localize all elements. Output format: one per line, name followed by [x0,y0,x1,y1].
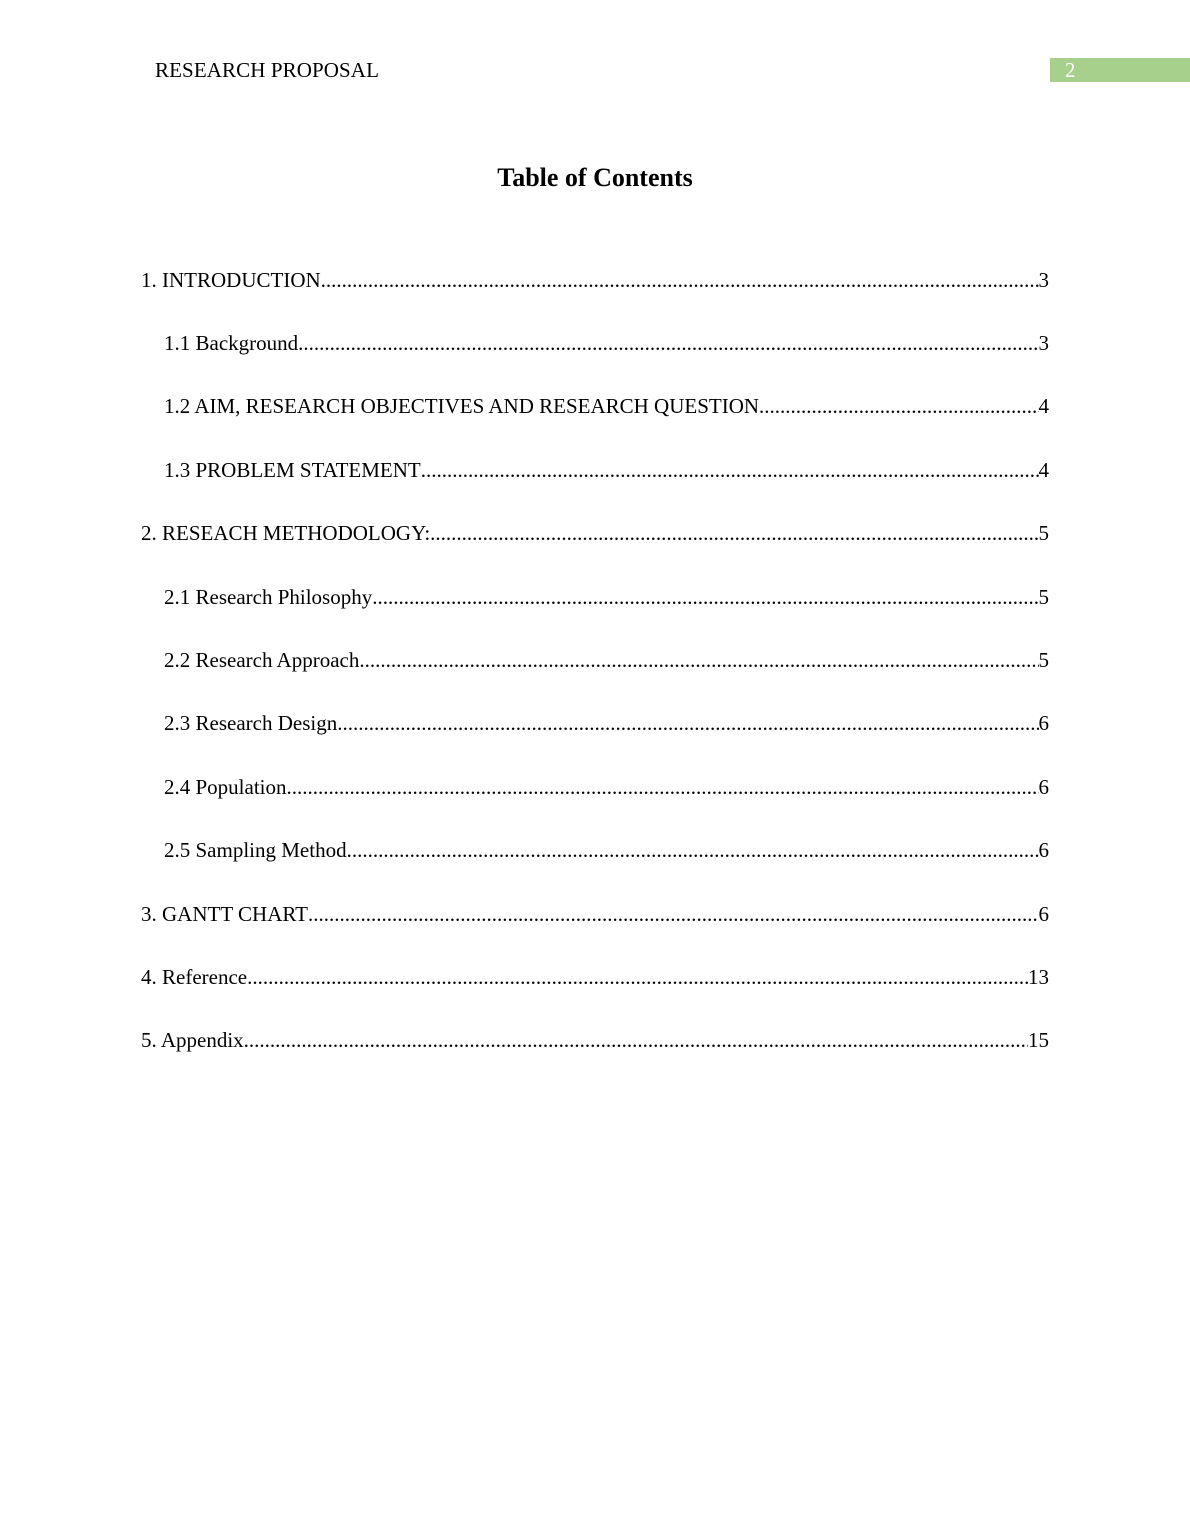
toc-entry-title: 2.3 Research Design [164,711,338,735]
toc-dot-leader [421,457,1039,483]
toc-dot-leader [359,647,1038,673]
toc-entry-title: 1. INTRODUCTION [141,268,321,292]
toc-entry[interactable] [141,901,1049,927]
toc-entry[interactable] [164,330,1049,356]
toc-entry-page: 15 [1028,1028,1049,1052]
toc-entry[interactable] [164,710,1049,736]
toc-entry-title: 4. Reference [141,965,248,989]
toc-dot-leader [347,837,1039,863]
toc-entry[interactable] [164,837,1049,863]
toc-entry[interactable] [164,647,1049,673]
toc-heading: Table of Contents [497,163,693,192]
toc-entry-page: 6 [1038,775,1049,799]
toc-dot-leader [247,964,1028,990]
toc-dot-leader [244,1027,1028,1053]
toc-dot-leader [372,584,1038,610]
toc-dot-leader [337,710,1038,736]
toc-dot-leader [287,774,1039,800]
toc-entry-page: 5 [1038,521,1049,545]
toc-entry-title: 2. RESEACH METHODOLOGY: [141,521,431,545]
toc-entry-title: 1.2 AIM, RESEARCH OBJECTIVES AND RESEARCH QUESTION [164,394,760,418]
toc-entry-page: 5 [1038,585,1049,609]
page-number: 2 [1065,58,1076,82]
toc-entry-page: 6 [1038,902,1049,926]
toc-entry[interactable] [141,267,1049,293]
toc-entry-title: 2.5 Sampling Method [164,838,347,862]
toc-dot-leader [759,393,1038,419]
toc-entry-title: 5. Appendix [141,1028,244,1052]
toc-entry-title: 3. GANTT CHART [141,902,308,926]
toc-dot-leader [308,901,1039,927]
toc-entry[interactable] [141,520,1049,546]
toc-entry-title: 2.1 Research Philosophy [164,585,373,609]
toc-entry-page: 3 [1038,331,1049,355]
toc-entry-page: 6 [1038,838,1049,862]
toc-entry-page: 13 [1028,965,1049,989]
toc-dot-leader [430,520,1038,546]
running-header-title: RESEARCH PROPOSAL [155,58,380,82]
toc-entry[interactable] [141,964,1049,990]
toc-entry[interactable] [164,393,1049,419]
toc-entry[interactable] [141,1027,1049,1053]
toc-entry[interactable] [164,584,1049,610]
toc-entry[interactable] [164,457,1049,483]
toc-entry-page: 4 [1038,394,1049,418]
toc-dot-leader [321,267,1039,293]
toc-entry-page: 4 [1038,458,1049,482]
toc-entry-title: 1.3 PROBLEM STATEMENT [164,458,421,482]
toc-entry-title: 1.1 Background [164,331,299,355]
toc-entry-page: 6 [1038,711,1049,735]
toc-entry-page: 3 [1038,268,1049,292]
page-number-badge [1050,58,1190,82]
toc-entry-page: 5 [1038,648,1049,672]
toc-entry[interactable] [164,774,1049,800]
toc-entry-title: 2.4 Population [164,775,287,799]
toc-dot-leader [298,330,1038,356]
toc-entry-title: 2.2 Research Approach [164,648,360,672]
